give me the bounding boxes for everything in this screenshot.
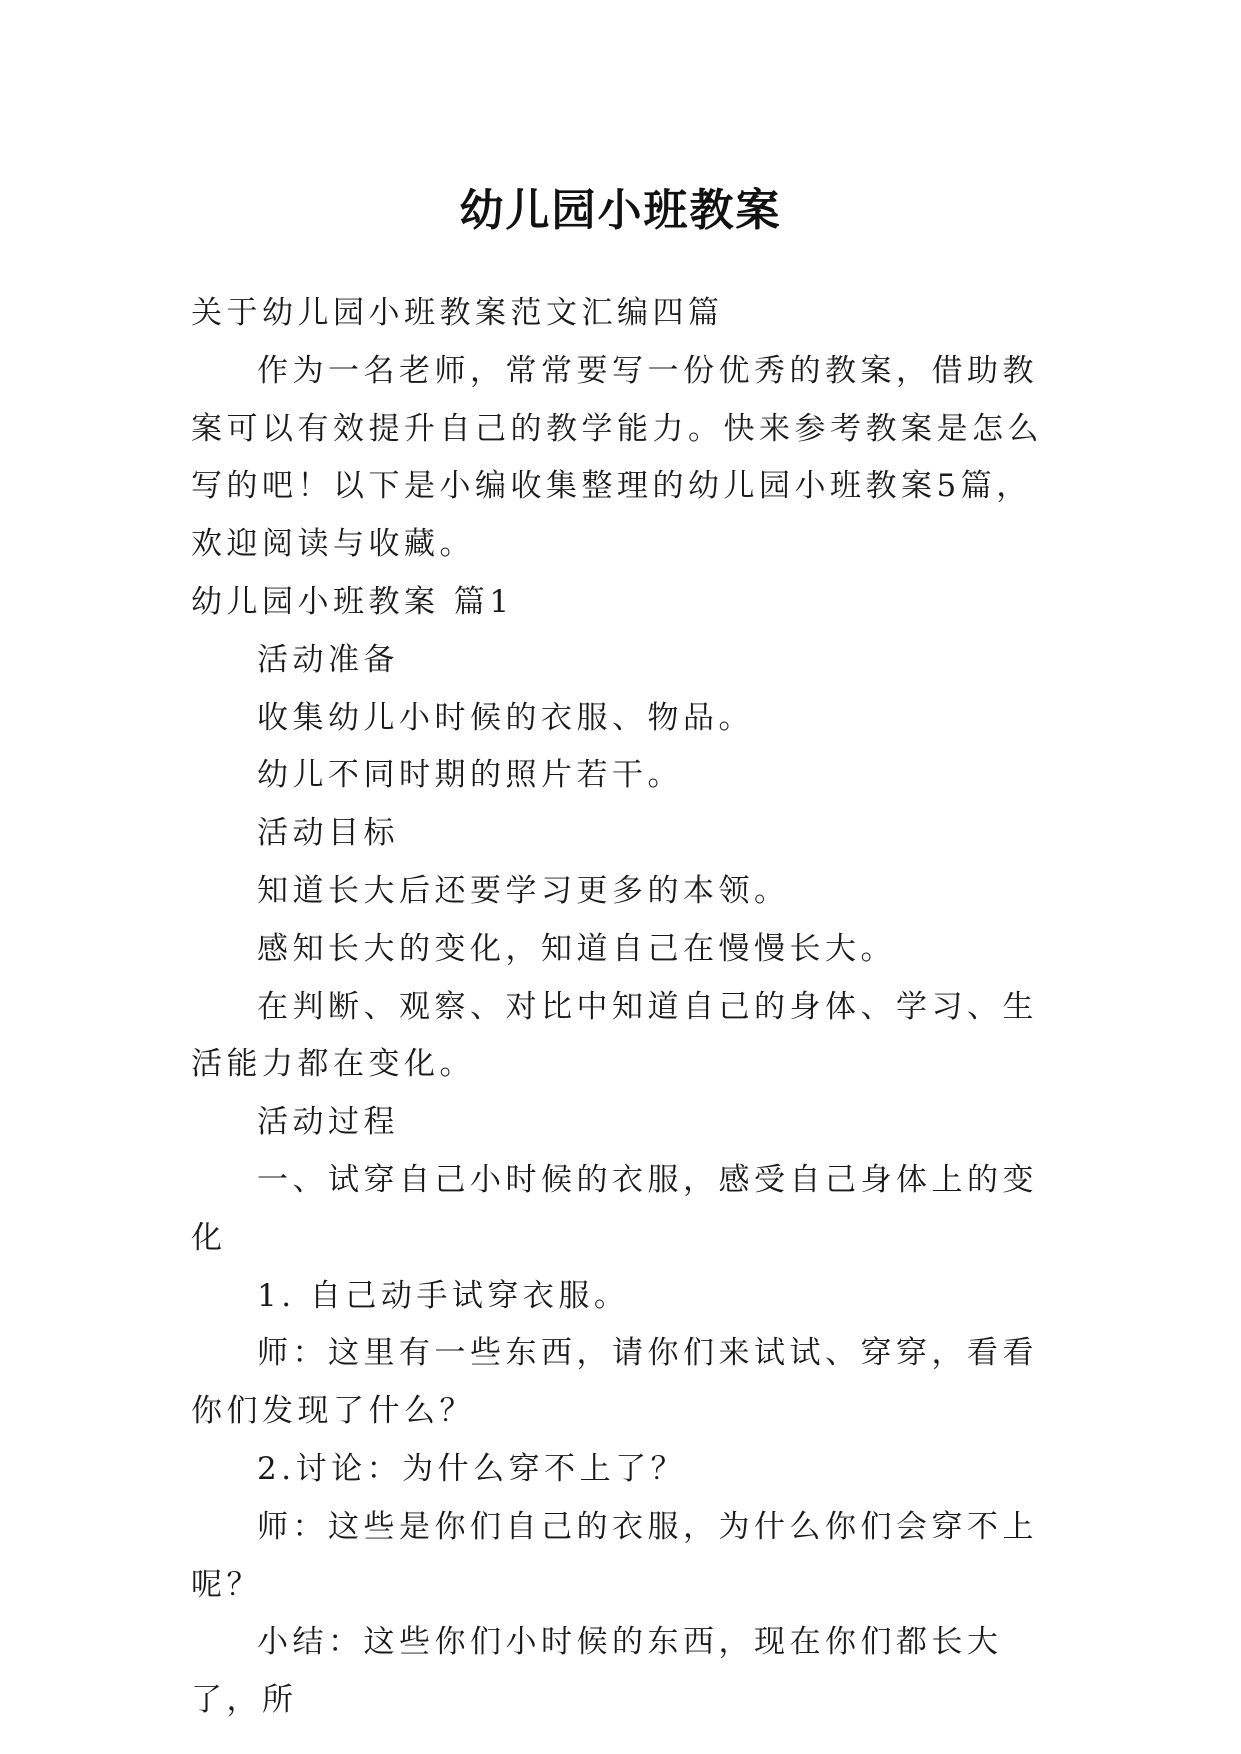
paragraph: 收集幼儿小时候的衣服、物品。 — [257, 699, 754, 736]
paragraph: 活动准备 — [257, 641, 399, 678]
paragraph: 在判断、观察、对比中知道自己的身体、学习、生活能力都在变化。 — [191, 988, 1038, 1083]
paragraph: 感知长大的变化，知道自己在慢慢长大。 — [257, 930, 896, 967]
paragraph: 一、试穿自己小时候的衣服，感受自己身体上的变化 — [191, 1161, 1038, 1256]
paragraph: 1. 自己动手试穿衣服。 — [257, 1277, 630, 1314]
section-heading: 幼儿园小班教案 篇1 — [191, 583, 514, 620]
paragraph: 师：这里有一些东西，请你们来试试、穿穿，看看你们发现了什么？ — [191, 1335, 1038, 1430]
document-body — [191, 285, 1051, 1730]
paragraph: 小结：这些你们小时候的东西，现在你们都长大了，所 — [191, 1624, 1003, 1719]
document-title: 幼儿园小班教案 — [459, 185, 782, 237]
intro-paragraph: 作为一名老师，常常要写一份优秀的教案，借助教案可以有效提升自己的教学能力。快来参考教案是怎么写的吧！以下是小编收集整理的幼儿园小班教案5篇，欢迎阅读与收藏。 — [191, 352, 1043, 563]
paragraph: 2.讨论：为什么穿不上了？ — [257, 1450, 687, 1487]
paragraph: 师：这些是你们自己的衣服，为什么你们会穿不上呢？ — [191, 1508, 1038, 1603]
paragraph: 知道长大后还要学习更多的本领。 — [257, 872, 790, 909]
paragraph: 活动目标 — [257, 815, 399, 852]
paragraph: 幼儿不同时期的照片若干。 — [257, 757, 683, 794]
paragraph: 活动过程 — [257, 1104, 399, 1141]
subtitle-line: 关于幼儿园小班教案范文汇编四篇 — [191, 295, 724, 331]
